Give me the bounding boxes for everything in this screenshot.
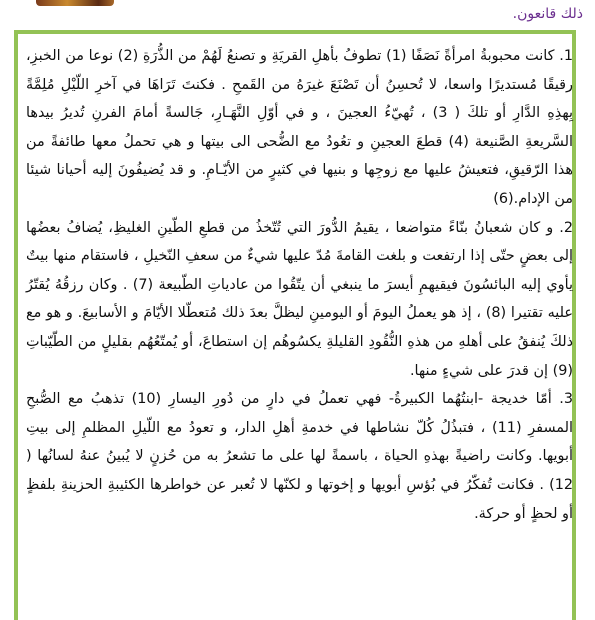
paragraph-3 <box>26 385 573 528</box>
paragraph-number: 1. <box>559 48 573 64</box>
header-image <box>36 0 114 6</box>
paragraph-text: و كان شعبانُ بنّاءً متواضعا ، يقيمُ الدُّورَ التي تُتّخذُ من قطعِ الطّينِ الغليظِ، يُضافُ بعضُها إلى بعضٍ حتّى إذا ارتفعت و بلغت القامةَ مُدّ عليها شيءٌ من سعفِ النّخيلِ ، فاستقام منها بيتٌ يأوي إليه البائسُونَ فيقيهمِ أيسرَ ما ينبغي أن يتّقُوا من عادياتِ الطّبيعة (7) . وكان رزقُهُ يُقتّرُ عليه تقتيرا (8) ، إذ هو يعملُ اليومَ أو اليومينِ ليظلَّ بعدَ ذلك مُتعطّلا الأيّامَ و الأسابيعَ. و هو مع ذلكَ يُنفقُ على أهلهِ من هذهِ النُّقُودِ القليلةِ يكسُوهُم إن استطاعَ، أو يُمتّعُهُم بقليلٍ من الطّيّباتِ (9) إن قدرَ على شيءٍ منها. <box>26 219 573 379</box>
intro-text: ذلك قانعون. <box>512 6 583 22</box>
paragraph-2 <box>26 214 573 386</box>
paragraph-text: أمّا خديجة -ابنتُهُما الكبيرةُ- فهي تعملُ في دارٍ من دُورِ اليسارِ (10) تذهبُ مع الصُّبحِ المسفرِ (11) ، فتبذُلُ كُلّ نشاطها في خدمةِ أهلِ الدار، و تعودُ مع اللّيلِ المظلمِ إلى بيتِ أبويها. وكانت راضيةً بهذهِ الحياة ، باسمةً لها على ما تشعرُ به من حُزنٍ لا يُبينُ عنهُ لسانُها ( 12) . فكانت تُفكّرُ في بُؤسِ أبويها و إخوتها و لكنّها لا تُعبر عن خواطرها الكئيبةِ الحزينةِ بلفظٍ أو لحظٍ أو حركة. <box>26 391 574 522</box>
text-body <box>26 42 573 528</box>
paragraph-1 <box>26 42 573 214</box>
paragraph-number: 3. <box>559 391 573 408</box>
paragraph-number: 2. <box>559 219 574 236</box>
paragraph-text: كانت محبوبةُ امرأةً نَصَفًا (1) تطوفُ بأهلِ القريَةِ و تصنعُ لَهُمْ من الذُّرَةِ (2) نوعا من الخبزِ، رقيقًا مُستديرًا واسعا، لا تُحسِنُ أن تَصْنَعَ غيرَهُ من القَمحِ . فكنتَ تَرَاهَا في آخرِ اللّيْلِ مُلِمَّةً بِهذِهِ الدَّارِ أو تلكَ ( 3) ، تُهيّءُ العجينَ ، و في أوّلِ النَّهَـارِ، جَالسةً أمامَ الفرنِ تُديرُ بيدها السَّريعةِ الصَّنيعة (4) قطعَ العجينِ و تعُودُ مع الضُّحى الى بيتها و هي تحملُ معها طائفةً من هذا الرّقيقِ، فتعيشُ عليها مع زوجِها و بنيها في كثيرٍ من الأيّـامِ. و قد يُضيفُونَ إليه أحيانا شيئا من الإدام.(6) <box>26 48 574 207</box>
